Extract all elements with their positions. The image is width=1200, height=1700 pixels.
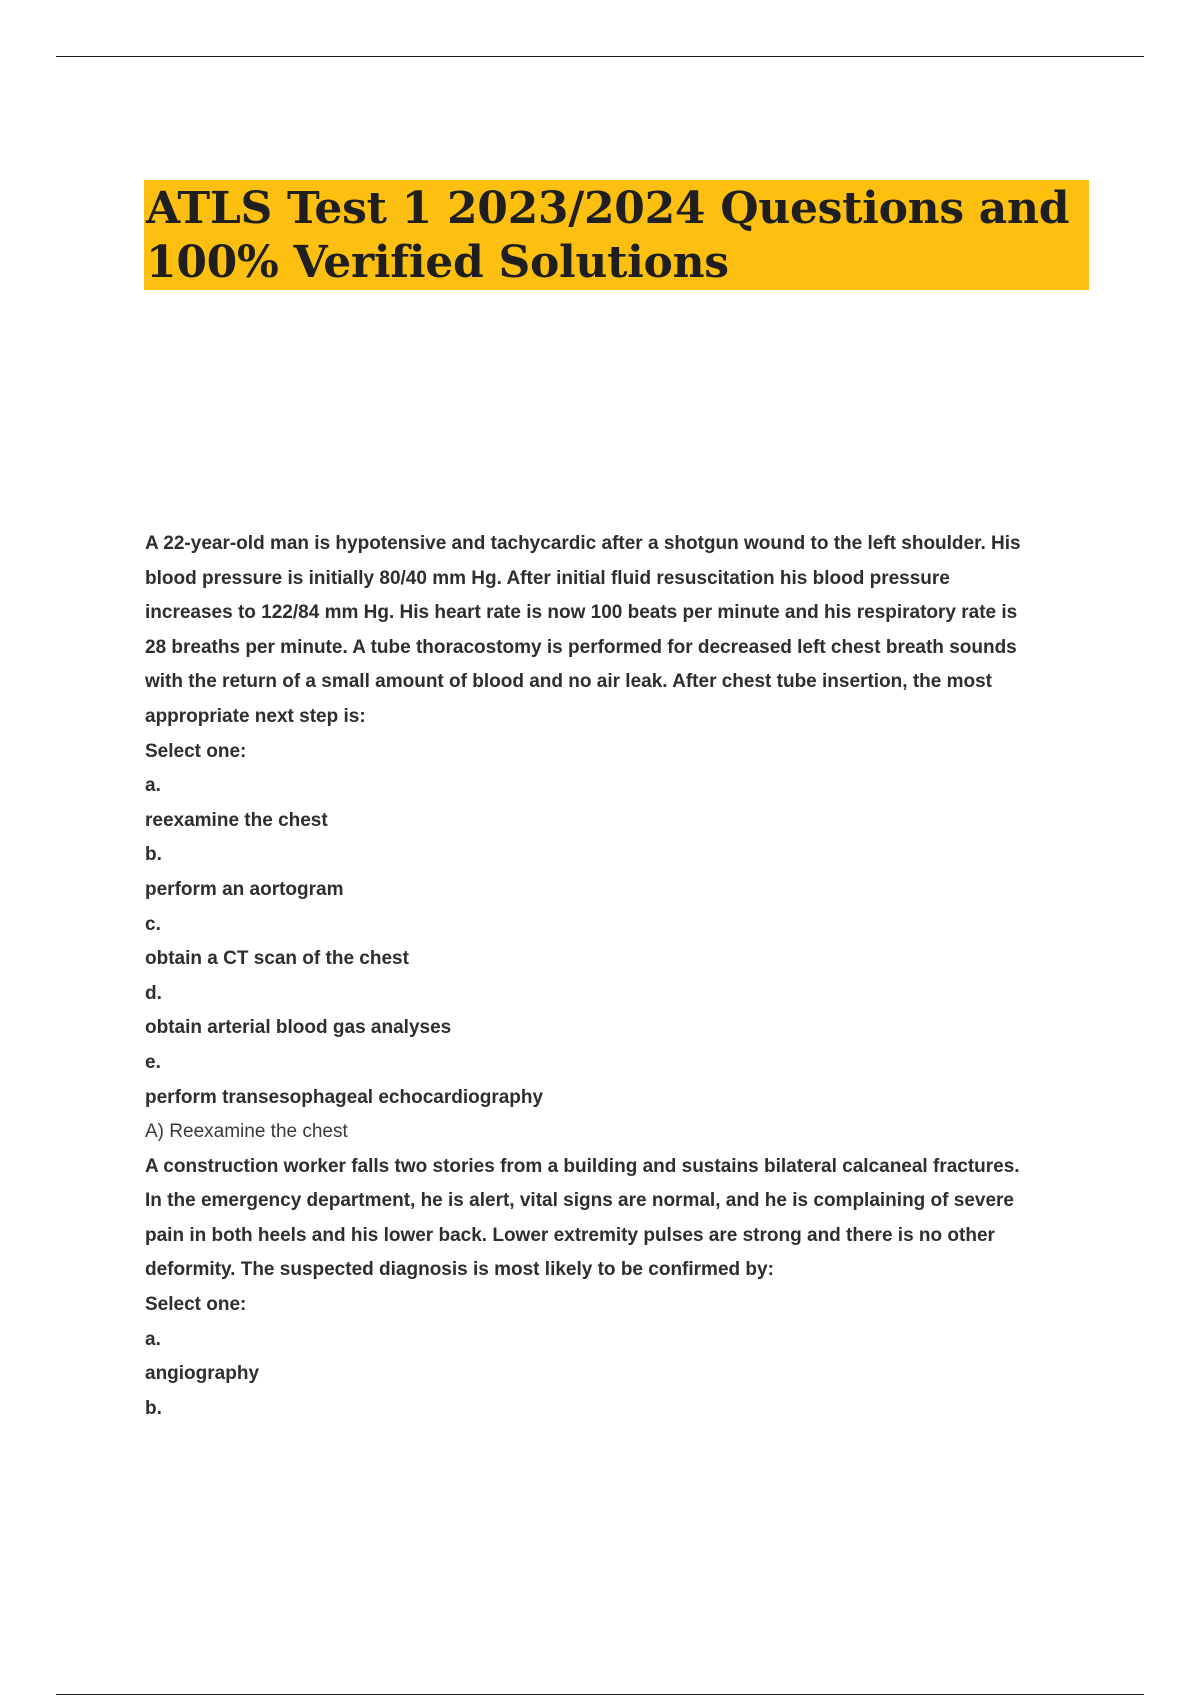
question-2-stem-line-2: In the emergency department, he is alert, vital signs are normal, and he is complaining of severe <box>145 1190 1014 1212</box>
question-2-option-a-text: angiography <box>145 1363 260 1385</box>
question-1-option-a-letter: a. <box>145 775 161 797</box>
question-1-stem-line-2: blood pressure is initially 80/40 mm Hg. After initial fluid resuscitation his blood pressure <box>145 567 950 589</box>
header-rule <box>56 56 1144 57</box>
document-title-line-1: ATLS Test 1 2023/2024 Questions and <box>146 183 1070 234</box>
question-1-stem-line-4: 28 breaths per minute. A tube thoracostomy is performed for decreased left chest breath sounds <box>145 636 1017 658</box>
question-2-stem-line-1: A construction worker falls two stories from a building and sustains bilateral calcaneal fractures. <box>145 1155 1020 1177</box>
question-1-option-a-text: reexamine the chest <box>145 809 328 831</box>
question-1-option-d-letter: d. <box>145 982 162 1004</box>
question-1-option-e-text: perform transesophageal echocardiography <box>145 1086 544 1108</box>
document-body <box>145 527 1095 1426</box>
title-highlight <box>144 180 1089 290</box>
question-1-stem-line-3: increases to 122/84 mm Hg. His heart rate is now 100 beats per minute and his respiratory rate is <box>145 602 1018 624</box>
question-1-option-c-letter: c. <box>145 913 161 935</box>
question-1-stem-line-5: with the return of a small amount of blood and no air leak. After chest tube insertion, the most <box>145 671 992 693</box>
footer-rule <box>56 1694 1144 1695</box>
question-1-option-b-letter: b. <box>145 844 162 866</box>
question-2-stem-line-4: deformity. The suspected diagnosis is most likely to be confirmed by: <box>145 1259 774 1281</box>
question-1-prompt: Select one: <box>145 740 247 762</box>
question-1-answer: A) Reexamine the chest <box>145 1121 348 1143</box>
question-1-option-d-text: obtain arterial blood gas analyses <box>145 1017 452 1039</box>
question-1-stem-line-1: A 22-year-old man is hypotensive and tachycardic after a shotgun wound to the left shoulder. His <box>145 533 1021 554</box>
question-2-prompt: Select one: <box>145 1294 247 1316</box>
question-2-stem-line-3: pain in both heels and his lower back. Lower extremity pulses are strong and there is no other <box>145 1224 995 1246</box>
question-1-stem-line-6: appropriate next step is: <box>145 705 366 727</box>
question-2-option-b-letter: b. <box>145 1397 162 1419</box>
document-title-line-2: 100% Verified Solutions <box>146 237 729 288</box>
question-2-option-a-letter: a. <box>145 1328 161 1350</box>
question-1-option-e-letter: e. <box>145 1051 161 1073</box>
question-1-option-b-text: perform an aortogram <box>145 878 344 900</box>
question-1-option-c-text: obtain a CT scan of the chest <box>145 948 409 970</box>
